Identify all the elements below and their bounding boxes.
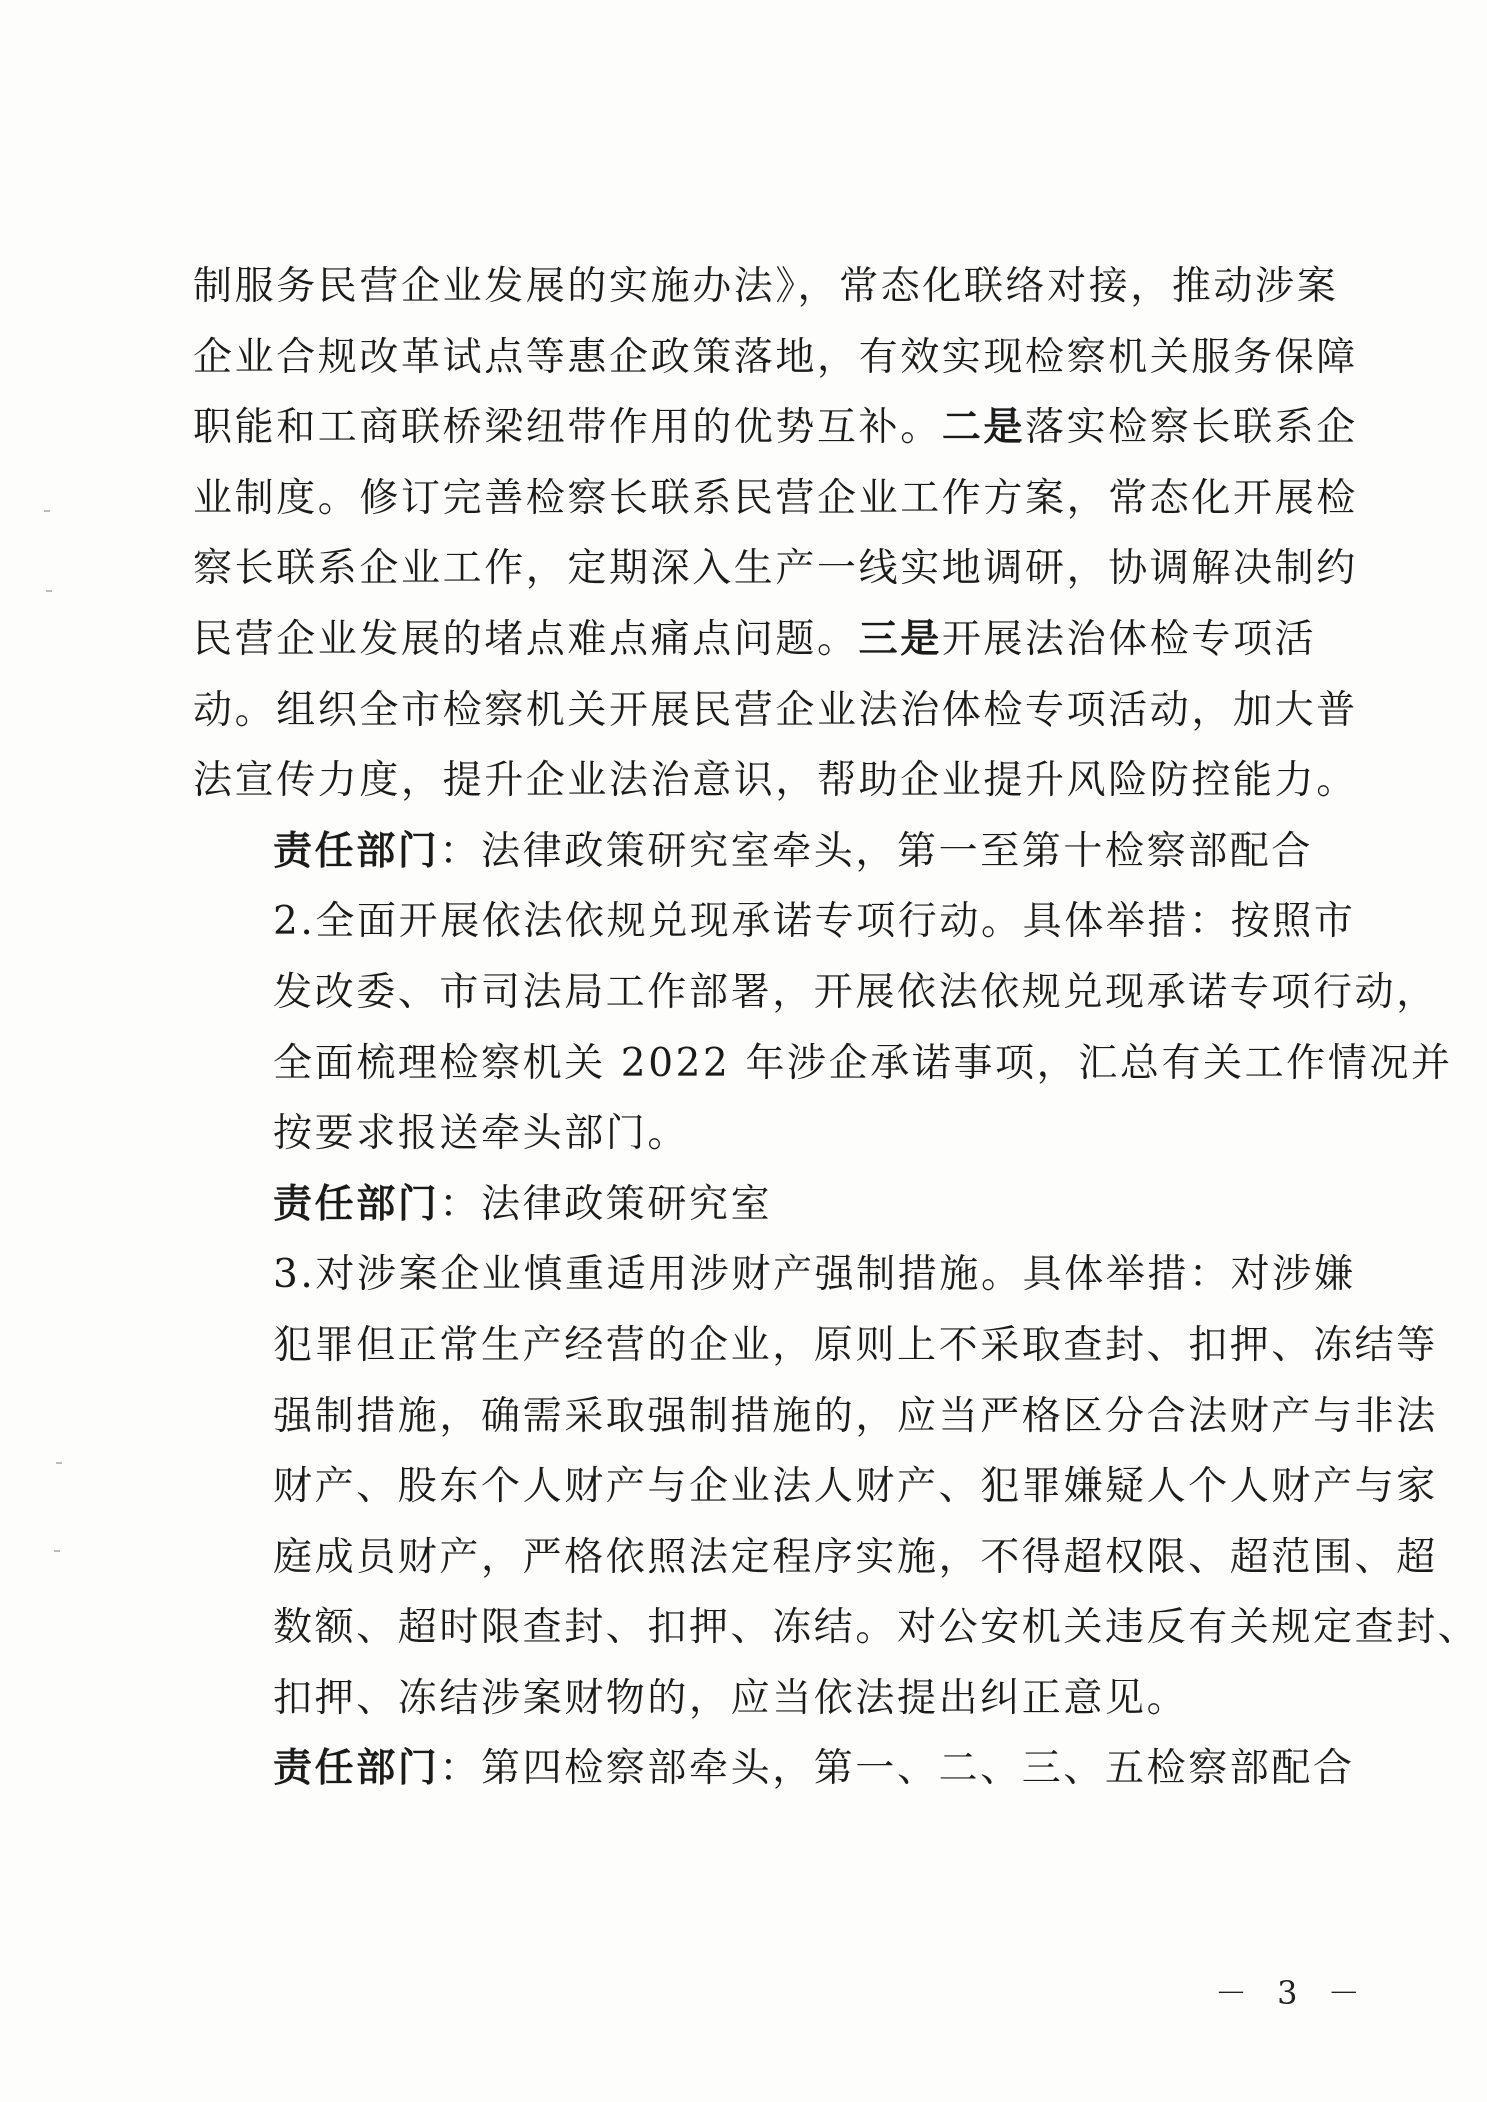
text-line xyxy=(193,676,1358,747)
text-line xyxy=(193,1240,1356,1311)
text-segment: 企业合规改革试点等惠企政策落地，有效实现检察机关服务保障 xyxy=(193,334,1358,380)
text-segment: 全面梳理检察机关 2022 年涉企承诺事项，汇总有关工作情况并 xyxy=(273,1040,1453,1086)
text-segment: 具体举措：对涉嫌 xyxy=(1022,1252,1356,1298)
text-line xyxy=(193,1382,1438,1453)
responsibility-line-1 xyxy=(193,817,1314,888)
text-segment: 开展法治体检专项活 xyxy=(941,616,1317,662)
bold-text-segment: 三是 xyxy=(858,616,942,662)
text-line xyxy=(193,1734,1355,1805)
text-segment: 法宣传力度，提升企业法治意识，帮助企业提升风险防控能力。 xyxy=(193,758,1358,804)
bold-text-segment: 责任部门 xyxy=(273,1746,440,1792)
text-segment: 2.全面开展依法依规兑现承诺专项行动。 xyxy=(273,899,1023,945)
text-segment: 发改委、市司法局工作部署，开展依法依规兑现承诺专项行动， xyxy=(273,969,1438,1015)
text-line xyxy=(193,393,1358,464)
paragraph-item-3 xyxy=(193,1240,1480,1734)
text-line xyxy=(193,1523,1438,1594)
text-segment: 庭成员财产，严格依照法定程序实施，不得超权限、超范围、超 xyxy=(273,1534,1438,1580)
bold-text-segment: 责任部门 xyxy=(273,828,440,874)
text-segment: 业制度。修订完善检察长联系民营企业工作方案，常态化开展检 xyxy=(193,475,1358,521)
text-line xyxy=(193,323,1358,394)
text-segment: ：法律政策研究室牵头，第一至第十检察部配合 xyxy=(439,828,1314,874)
text-segment: 察长联系企业工作，定期深入生产一线实地调研，协调解决制约 xyxy=(193,546,1358,592)
text-line xyxy=(193,817,1314,888)
text-line xyxy=(193,1664,1303,1735)
text-segment: ：第四检察部牵头，第一、二、三、五检察部配合 xyxy=(439,1746,1355,1792)
text-line xyxy=(193,605,1317,676)
text-line xyxy=(193,252,1339,323)
text-segment: 具体举措：按照市 xyxy=(1022,899,1356,945)
text-line xyxy=(193,464,1358,535)
text-line xyxy=(193,1452,1438,1523)
text-segment: 扣押、冻结涉案财物的，应当依法提出纠正意见。 xyxy=(273,1675,1189,1721)
scan-mark xyxy=(44,510,50,512)
text-line xyxy=(193,1029,1453,1100)
responsibility-line-2 xyxy=(193,1170,1303,1241)
bold-text-segment: 责任部门 xyxy=(273,1181,440,1227)
text-segment: 职能和工商联桥梁纽带作用的优势互补。 xyxy=(193,405,942,451)
scan-mark xyxy=(54,1550,60,1552)
scan-mark xyxy=(56,1462,62,1464)
bold-text-segment: 二是 xyxy=(941,405,1026,451)
text-line xyxy=(193,887,1356,958)
text-segment: ：法律政策研究室 xyxy=(439,1181,773,1227)
paragraph-item-2 xyxy=(193,887,1453,1169)
text-segment: 按要求报送牵头部门。 xyxy=(273,1111,690,1157)
text-line xyxy=(193,1593,1480,1664)
text-line xyxy=(193,958,1438,1029)
text-line xyxy=(193,1170,1303,1241)
page-number: － 3 － xyxy=(1215,1974,1370,2012)
text-segment: 制服务民营企业发展的实施办法》，常态化联络对接，推动涉案 xyxy=(193,264,1339,309)
scan-mark xyxy=(46,590,52,592)
paragraph-1 xyxy=(193,252,1358,817)
text-segment: 强制措施，确需采取强制措施的，应当严格区分合法财产与非法 xyxy=(273,1393,1438,1439)
text-line xyxy=(193,1099,1303,1170)
text-segment: 民营企业发展的堵点难点痛点问题。 xyxy=(193,616,859,662)
text-segment: 财产、股东个人财产与企业法人财产、犯罪嫌疑人个人财产与家 xyxy=(273,1464,1438,1510)
text-line xyxy=(193,1311,1438,1382)
text-line xyxy=(193,534,1358,605)
text-segment: 犯罪但正常生产经营的企业，原则上不采取查封、扣押、冻结等 xyxy=(273,1322,1438,1368)
text-line xyxy=(193,746,1358,817)
document-body xyxy=(193,252,1480,1805)
text-segment: 动。组织全市检察机关开展民营企业法治体检专项活动，加大普 xyxy=(193,687,1358,733)
text-segment: 落实检察长联系企 xyxy=(1025,405,1358,451)
text-segment: 数额、超时限查封、扣押、冻结。对公安机关违反有关规定查封、 xyxy=(273,1605,1480,1651)
text-segment: 3.对涉案企业慎重适用涉财产强制措施。 xyxy=(273,1252,1023,1298)
responsibility-line-3 xyxy=(193,1734,1355,1805)
